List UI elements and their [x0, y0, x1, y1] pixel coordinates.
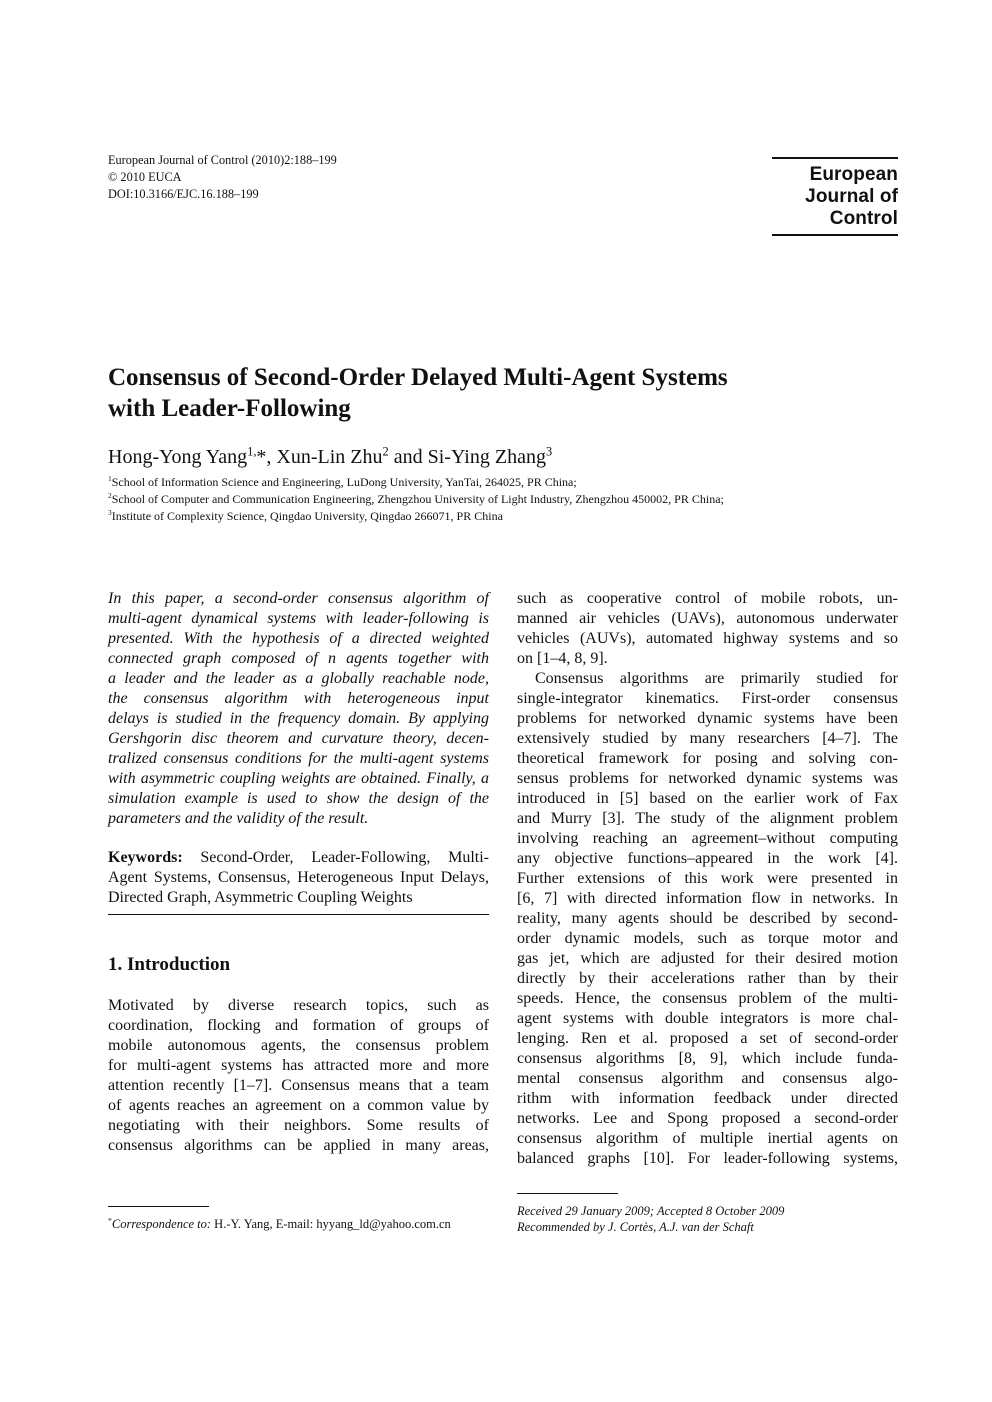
body-line: [6, 7] with directed information flow in networks. In — [517, 890, 898, 907]
corresponding-author-star: * — [256, 446, 267, 468]
author-list — [108, 444, 552, 470]
affiliation — [108, 474, 724, 491]
body-line: for multi-agent systems has attracted more and more — [108, 1057, 489, 1074]
author-affiliation-marker: 2 — [382, 444, 389, 459]
abstract-line: Gershgorin disc theorem and curvature theory, decen- — [108, 730, 489, 747]
body-line: Motivated by diverse research topics, such as — [108, 997, 489, 1014]
title-line: with Leader-Following — [108, 395, 351, 422]
submission-history — [517, 1203, 784, 1235]
correspondence-label: Correspondence to: — [111, 1217, 212, 1231]
body-line: vehicles (AUVs), automated highway systems and so — [517, 630, 898, 647]
body-line: problems for networked dynamic systems have been — [517, 710, 898, 727]
abstract-line: a leader and the leader as a globally reachable node, — [108, 670, 489, 687]
body-line: negotiating with their neighbors. Some results of — [108, 1117, 489, 1134]
footnote-divider — [517, 1193, 618, 1194]
body-line: attention recently [1–7]. Consensus means that a team — [108, 1077, 489, 1094]
body-line: balanced graphs [10]. For leader-following systems, — [517, 1150, 898, 1167]
body-line: agent systems with double integrators is more chal- — [517, 1010, 898, 1027]
abstract-line: the consensus algorithm with heterogeneous input — [108, 690, 489, 707]
body-line: networks. Lee and Spong proposed a second-order — [517, 1110, 898, 1127]
abstract-line: tralized consensus conditions for the multi-agent systems — [108, 750, 489, 767]
body-line: rithm with information feedback under directed — [517, 1090, 898, 1107]
received-dates: Received 29 January 2009; Accepted 8 October 2009 — [517, 1204, 785, 1218]
body-line: mental consensus algorithm and consensus algo- — [517, 1070, 898, 1087]
correspondence-text: H.-Y. Yang, E-mail: hyyang_ld@yahoo.com.cn — [211, 1217, 451, 1231]
body-line: introduced in [5] based on the earlier work of Fax — [517, 790, 898, 807]
body-line: speeds. Hence, the consensus problem of the multi- — [517, 990, 898, 1007]
body-line: reality, many agents should be described by second- — [517, 910, 898, 927]
abstract — [108, 589, 489, 829]
abstract-line: simulation example is used to show the design of the — [108, 790, 489, 807]
body-line: consensus algorithms can be applied in many areas, — [108, 1137, 489, 1154]
keywords-text: Second-Order, Leader-Following, Multi- — [200, 849, 489, 866]
body-line: Consensus algorithms are primarily studied for — [535, 670, 898, 687]
correspondence-footnote — [108, 1216, 451, 1232]
body-line: order dynamic models, such as torque motor and — [517, 930, 898, 947]
copyright: © 2010 EUCA — [108, 170, 182, 184]
keywords-line: Agent Systems, Consensus, Heterogeneous Input Delays, — [108, 869, 489, 886]
author-name: Xun-Lin Zhu — [276, 446, 383, 468]
affiliation — [108, 491, 724, 508]
body-line: manned air vehicles (UAVs), autonomous underwater — [517, 610, 898, 627]
title-line: Consensus of Second-Order Delayed Multi-Agent Systems — [108, 364, 728, 391]
abstract-line: parameters and the validity of the result. — [108, 810, 369, 827]
affiliation-number: 1 — [108, 474, 112, 483]
keywords-line — [108, 848, 489, 868]
affiliation — [108, 508, 724, 525]
body-line: gas jet, which are adjusted for their desired motion — [517, 950, 898, 967]
affiliations — [108, 474, 724, 525]
body-line: on [1–4, 8, 9]. — [517, 650, 608, 667]
body-line: mobile autonomous agents, the consensus problem — [108, 1037, 489, 1054]
keywords-divider — [108, 914, 489, 915]
keywords — [108, 848, 489, 908]
body-line: such as cooperative control of mobile robots, un- — [517, 590, 898, 607]
abstract-line: multi-agent dynamical systems with leader-following is — [108, 610, 489, 627]
keywords-label: Keywords: — [108, 849, 183, 866]
body-line: lenging. Ren et al. proposed a set of second-order — [517, 1030, 898, 1047]
journal-meta — [108, 152, 337, 203]
journal-logo — [772, 157, 898, 236]
keywords-line: Directed Graph, Asymmetric Coupling Weights — [108, 889, 413, 906]
author-name: Hong-Yong Yang — [108, 446, 248, 468]
body-line: theoretical framework for posing and solving con- — [517, 750, 898, 767]
affiliation-text: School of Computer and Communication Engineering, Zhengzhou University of Light Industry, Zhengzhou 450002, PR China; — [111, 492, 724, 506]
paper-title — [108, 362, 828, 424]
journal-citation: European Journal of Control (2010)2:188–199 — [108, 153, 337, 167]
footnote-star: * — [108, 1215, 112, 1225]
affiliation-text: Institute of Complexity Science, Qingdao University, Qingdao 266071, PR China — [111, 509, 503, 523]
body-line: consensus algorithm of multiple inertial agents on — [517, 1130, 898, 1147]
affiliation-number: 3 — [108, 508, 112, 517]
author-affiliation-marker: 3 — [545, 444, 553, 459]
affiliation-number: 2 — [108, 491, 112, 500]
abstract-line: with asymmetric coupling weights are obtained. Finally, a — [108, 770, 489, 787]
body-line: of agents reaches an agreement on a common value by — [108, 1097, 489, 1114]
body-line: and Murry [3]. The study of the alignment problem — [517, 810, 898, 827]
logo-line: Control — [829, 208, 898, 229]
body-line: directly by their accelerations rather than by their — [517, 970, 898, 987]
author-separator: and — [388, 446, 428, 468]
body-line: any objective functions–appeared in the work [4]. — [517, 850, 898, 867]
body-line: sensus problems for networked dynamic systems was — [517, 770, 898, 787]
body-line: single-integrator kinematics. First-order consensus — [517, 690, 898, 707]
logo-line: Journal of — [805, 186, 898, 207]
body-line: consensus algorithms [8, 9], which include funda- — [517, 1050, 898, 1067]
logo-line: European — [809, 164, 898, 185]
body-line: Further extensions of this work were presented in — [517, 870, 898, 887]
author-affiliation-marker: 1, — [247, 444, 257, 459]
body-line: involving reaching an agreement–without computing — [517, 830, 898, 847]
abstract-line: In this paper, a second-order consensus algorithm of — [108, 590, 489, 607]
footnote-divider — [108, 1206, 209, 1207]
body-line: coordination, flocking and formation of groups of — [108, 1017, 489, 1034]
section-heading: 1. Introduction — [108, 954, 231, 975]
author-separator: , — [266, 446, 277, 468]
doi: DOI:10.3166/EJC.16.188–199 — [108, 187, 259, 201]
intro-right-column — [517, 589, 898, 1169]
abstract-line: delays is studied in the frequency domain. By applying — [108, 710, 489, 727]
affiliation-text: School of Information Science and Engineering, LuDong University, YanTai, 264025, PR China; — [111, 475, 577, 489]
recommended-by: Recommended by J. Cortès, A.J. van der Schaft — [517, 1220, 754, 1234]
abstract-line: presented. With the hypothesis of a directed weighted — [108, 630, 489, 647]
abstract-line: connected graph composed of n agents together with — [108, 650, 489, 667]
body-line: extensively studied by many researchers [4–7]. The — [517, 730, 898, 747]
author-name: Si-Ying Zhang — [427, 446, 546, 468]
intro-left-column — [108, 996, 489, 1156]
